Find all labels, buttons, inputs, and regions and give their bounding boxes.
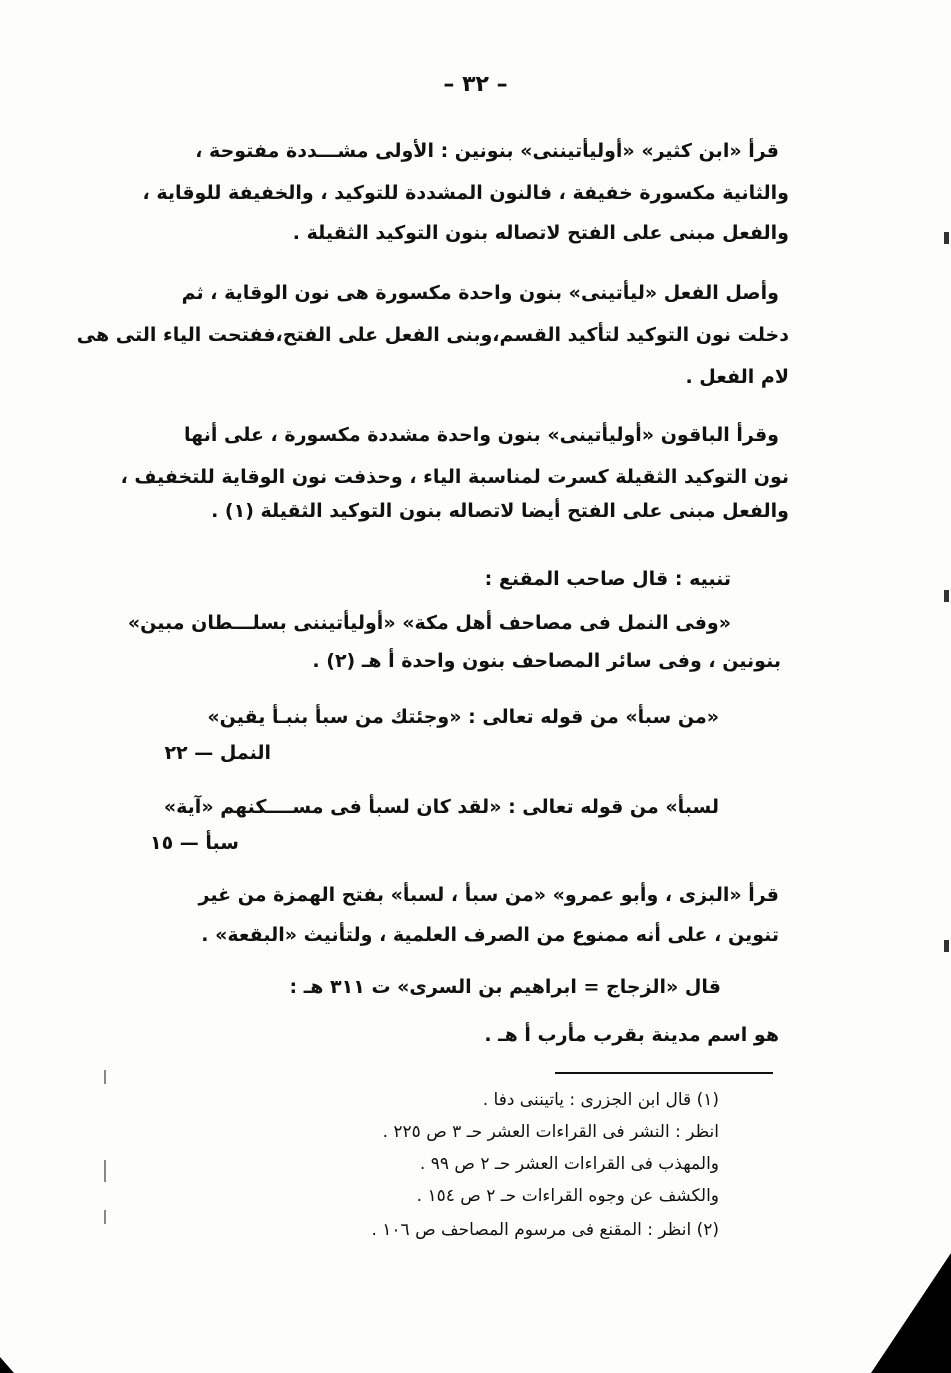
note-heading: تنبيه : قال صاحب المقنع : [484,568,731,590]
verse-reference: النمل — ٢٢ [164,742,271,764]
body-line: قرأ «ابن كثير» «أوليأتيننى» بنونين : الأولى مشـــددة مفتوحة ، [195,140,779,162]
footnote-line: (١) قال ابن الجزرى : ياتيننى دفا . [482,1090,719,1110]
verse-line: «من سبأ» من قوله تعالى : «وجئتك من سبأ بنبـأ يقين» [207,706,719,728]
body-line: والثانية مكسورة خفيفة ، فالنون المشددة للتوكيد ، والخفيفة للوقاية ، [142,182,789,204]
footnote-rule [555,1072,773,1074]
body-line: تنوين ، على أنه ممنوع من الصرف العلمية ، ولتأنيث «البقعة» . [201,924,779,946]
body-line: نون التوكيد الثقيلة كسرت لمناسبة الياء ، وحذفت نون الوقاية للتخفيف ، [120,466,789,488]
scan-mark [944,232,949,244]
footnote-line: والكشف عن وجوه القراءات حـ ٢ ص ١٥٤ . [416,1186,719,1206]
scan-corner-shadow [871,1253,951,1373]
body-line: وقرأ الباقون «أوليأتينى» بنون واحدة مشددة مكسورة ، على أنها [184,424,779,446]
scan-mark [944,940,949,952]
body-line: قرأ «البزى ، وأبو عمرو» «من سبأ ، لسبأ» بفتح الهمزة من غير [198,884,779,906]
body-line: قال «الزجاج = ابراهيم بن السرى» ت ٣١١ هـ : [289,976,721,998]
body-line: دخلت نون التوكيد لتأكيد القسم،وبنى الفعل على الفتح،ففتحت الياء التى هى [76,324,789,346]
scan-corner-shadow [0,1357,14,1373]
body-line: بنونين ، وفى سائر المصاحف بنون واحدة أ هـ (٢) . [312,650,781,672]
footnote-line: انظر : النشر فى القراءات العشر حـ ٣ ص ٢٢٥ . [382,1122,719,1142]
body-line: «وفى النمل فى مصاحف أهل مكة» «أوليأتيننى بسلـــطان مبين» [127,612,731,634]
scan-mark [104,1070,106,1084]
body-line: لام الفعل . [685,366,789,388]
footnote-line: (٢) انظر : المقنع فى مرسوم المصاحف ص ١٠٦ . [371,1220,719,1240]
body-line: والفعل مبنى على الفتح لاتصاله بنون التوكيد الثقيلة . [292,222,789,244]
scan-mark [944,590,949,602]
footnote-line: والمهذب فى القراءات العشر حـ ٢ ص ٩٩ . [419,1154,719,1174]
body-line: هو اسم مدينة بقرب مأرب أ هـ . [484,1024,779,1046]
verse-reference: سبأ — ١٥ [149,832,239,854]
body-line: وأصل الفعل «ليأتينى» بنون واحدة مكسورة هى نون الوقاية ، ثم [181,282,779,304]
scan-mark [104,1160,106,1182]
body-line: والفعل مبنى على الفتح أيضا لاتصاله بنون التوكيد الثقيلة (١) . [211,500,789,522]
verse-line: لسبأ» من قوله تعالى : «لقد كان لسبأ فى مســــكنهم «آية» [163,796,719,818]
scan-mark [104,1210,106,1224]
page-number: – ٣٢ – [443,72,508,97]
